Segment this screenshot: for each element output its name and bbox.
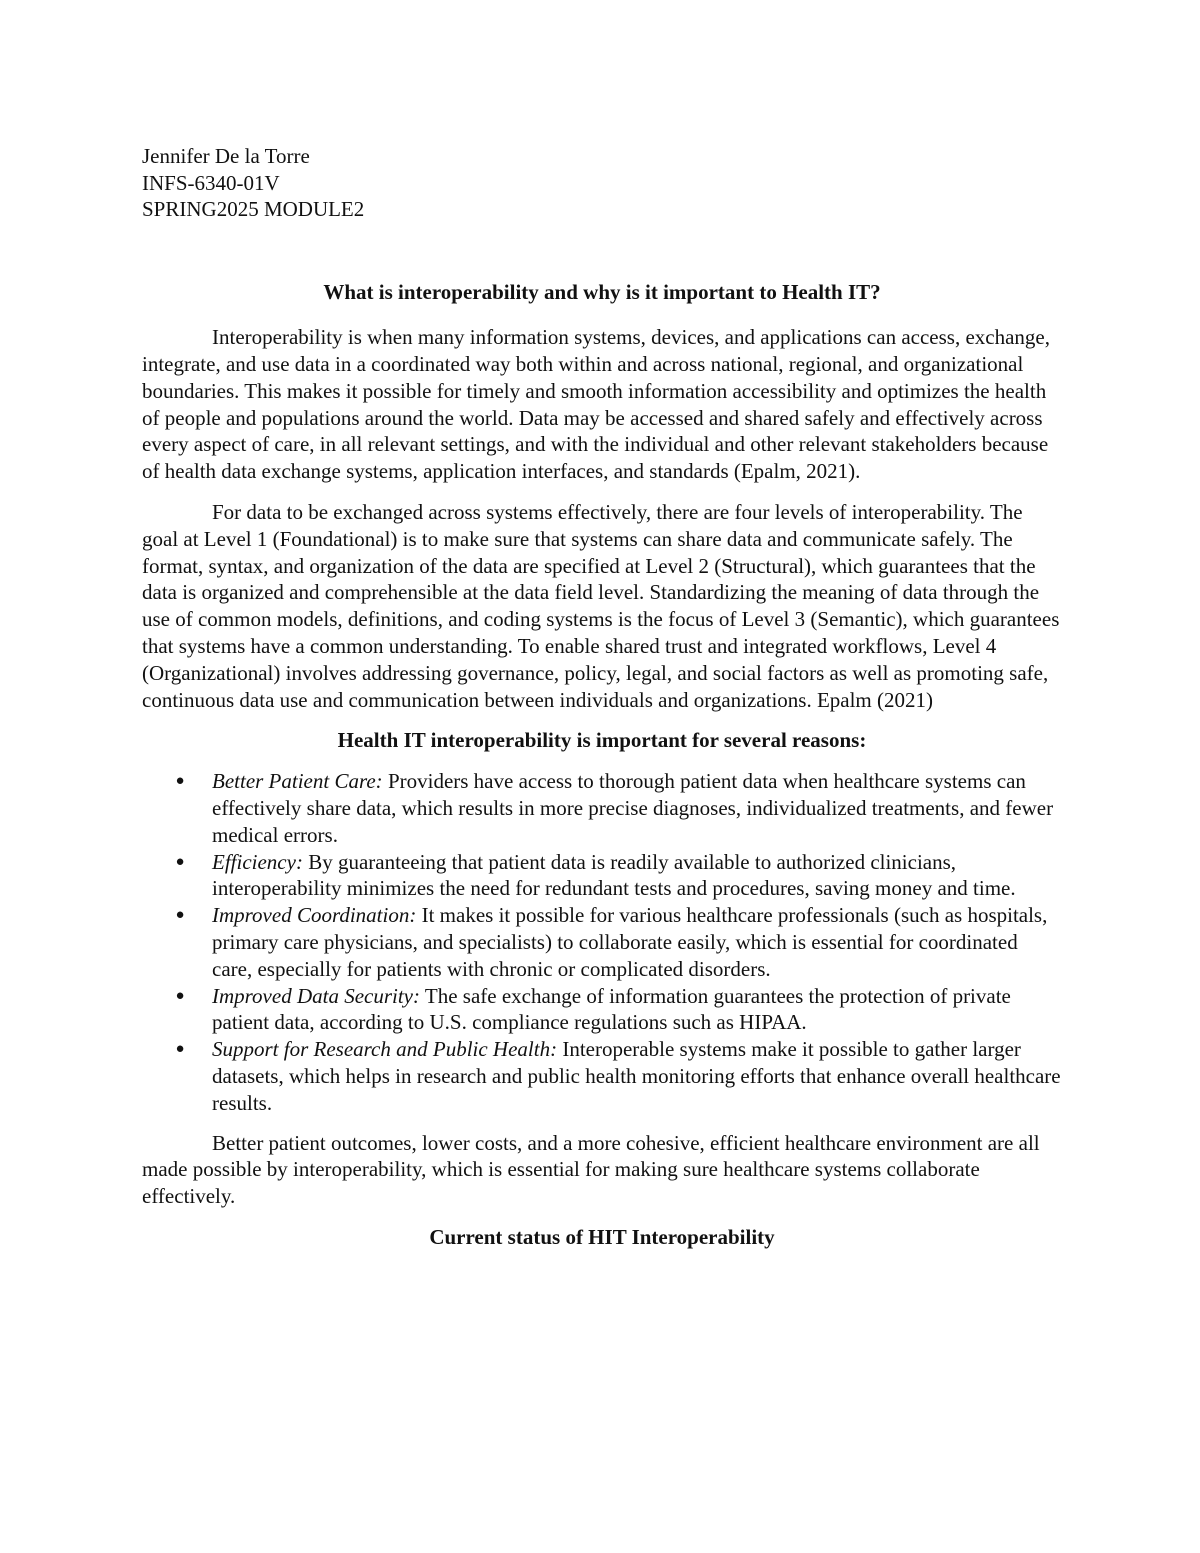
bullet-lead: Better Patient Care: bbox=[212, 769, 383, 794]
bullet-text: Providers have access to thorough patient data when healthcare systems can effectively share data, which results in more precise diagnoses, individualized treatments, and fewer medical errors. bbox=[212, 769, 1054, 847]
list-item bbox=[142, 902, 1062, 982]
bullet-icon: ● bbox=[175, 853, 185, 870]
bullet-text: It makes it possible for various healthcare professionals (such as hospitals, primary care physicians, and specialists) to collaborate easily, which is essential for coordinated care, especially for patients with chronic or complicated disorders. bbox=[212, 903, 1048, 981]
document-header bbox=[142, 143, 1062, 223]
bullet-text: By guaranteeing that patient data is readily available to authorized clinicians, interoperability minimizes the need for redundant tests and procedures, saving money and time. bbox=[212, 849, 1016, 901]
bullet-icon: ● bbox=[175, 987, 185, 1004]
document-body bbox=[142, 143, 1062, 1251]
paragraph-definition: Interoperability is when many information systems, devices, and applications can access, exchange, integrate, and use data in a coordinated way both within and across national, regional, and organizational boundaries. This makes it possible for timely and smooth information accessibility and optimizes the health of people and populations around the world. Data may be accessed and shared safely and effectively across every aspect of care, in all relevant settings, and with the individual and other relevant stakeholders because of health data exchange systems, application interfaces, and standards (Epalm, 2021). bbox=[142, 325, 1050, 484]
paragraph-levels: For data to be exchanged across systems effectively, there are four levels of interoperability. The goal at Level 1 (Foundational) is to make sure that systems can share data and communicate safely. The format, syntax, and organization of the data are specified at Level 2 (Structural), which guarantees that the data is organized and comprehensible at the data field level. Standardizing the meaning of data through the use of common models, definitions, and coding systems is the focus of Level 3 (Semantic), which guarantees that systems have a common understanding. To enable shared trust and integrated workflows, Level 4 (Organizational) involves addressing governance, policy, legal, and social factors as well as promoting safe, continuous data use and communication between individuals and organizations. Epalm (2021) bbox=[142, 500, 1060, 712]
term-module: SPRING2025 MODULE2 bbox=[142, 197, 365, 221]
bullet-icon: ● bbox=[175, 907, 185, 924]
bullet-text: Interoperable systems make it possible to gather larger datasets, which helps in research and public health monitoring efforts that enhance overall healthcare results. bbox=[212, 1037, 1061, 1115]
section-heading-current-status: Current status of HIT Interoperability bbox=[429, 1225, 775, 1249]
list-item bbox=[142, 983, 1062, 1037]
course-code: INFS-6340-01V bbox=[142, 170, 280, 195]
paragraph-conclusion: Better patient outcomes, lower costs, and a more cohesive, efficient healthcare environment are all made possible by interoperability, which is essential for making sure healthcare systems collaborate effectively. bbox=[142, 1130, 1040, 1209]
bullet-lead: Support for Research and Public Health: bbox=[212, 1037, 558, 1062]
bullet-icon: ● bbox=[175, 1041, 185, 1058]
author-name: Jennifer De la Torre bbox=[142, 144, 310, 168]
bullet-lead: Improved Coordination: bbox=[212, 903, 417, 928]
list-item bbox=[142, 768, 1062, 848]
list-item bbox=[142, 1036, 1062, 1116]
bullet-text: The safe exchange of information guarantees the protection of private patient data, according to U.S. compliance regulations such as HIPAA. bbox=[212, 983, 1011, 1035]
reasons-list bbox=[142, 768, 1062, 1116]
bullet-icon: ● bbox=[175, 773, 185, 790]
section-heading-interoperability: What is interoperability and why is it important to Health IT? bbox=[323, 279, 881, 304]
section-heading-reasons: Health IT interoperability is important for several reasons: bbox=[337, 728, 867, 753]
bullet-lead: Efficiency: bbox=[212, 849, 303, 874]
bullet-lead: Improved Data Security: bbox=[212, 983, 420, 1008]
list-item bbox=[142, 849, 1062, 903]
